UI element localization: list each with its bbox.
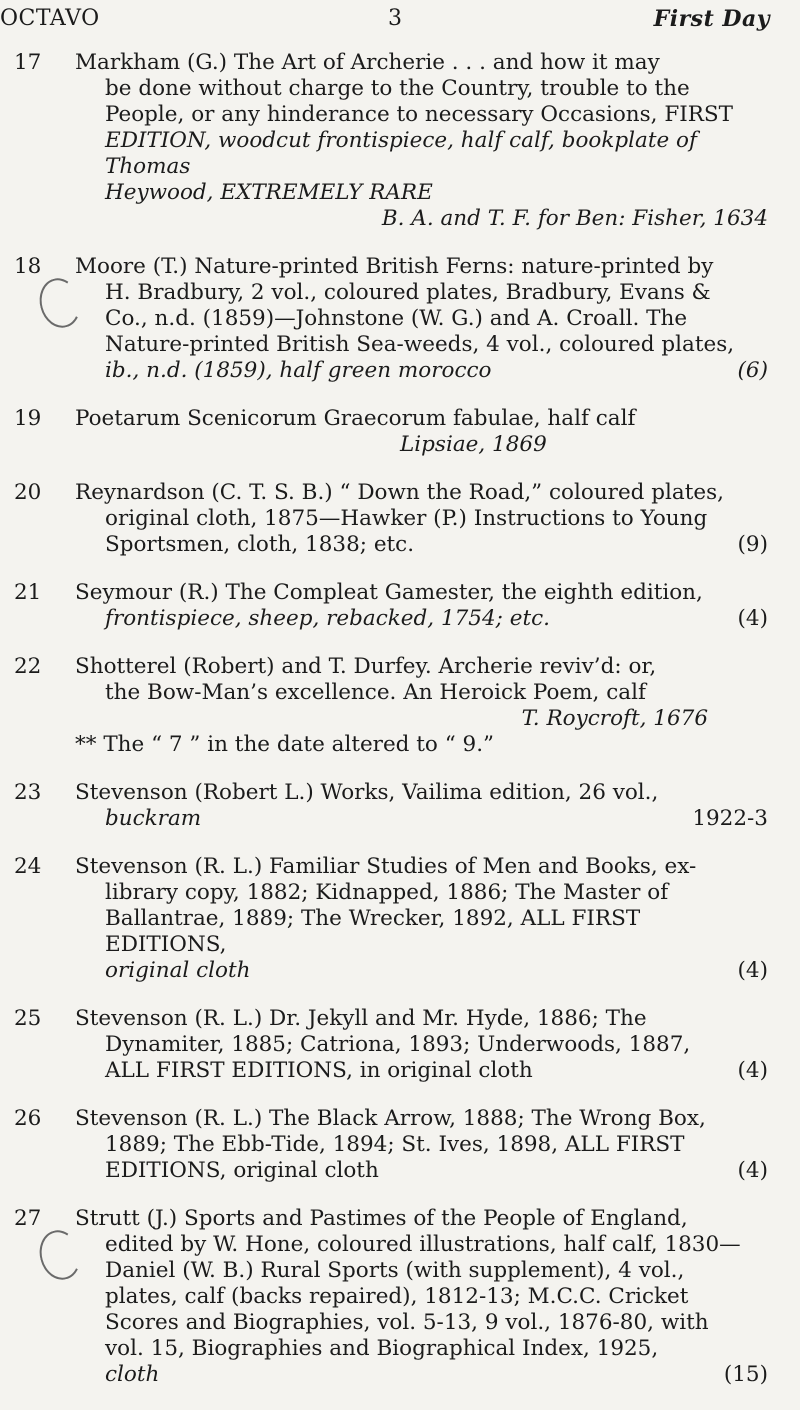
lot-line: Strutt (J.) Sports and Pastimes of the People of England, — [75, 1206, 688, 1231]
lot-line: EDITIONS, original cloth — [105, 1158, 379, 1183]
lot-price: (4) — [737, 1058, 768, 1083]
lot-description — [75, 780, 768, 832]
lot-number: 24 — [14, 854, 42, 879]
lot-line: plates, calf (backs repaired), 1812-13; M.C.C. Cricket — [105, 1284, 689, 1309]
lot-line: Heywood, EXTREMELY RARE — [105, 180, 433, 205]
lot-line: Ballantrae, 1889; The Wrecker, 1892, ALL FIRST EDITIONS, — [105, 906, 641, 957]
lot-date: 1922-3 — [692, 806, 768, 831]
lot-number: 23 — [14, 780, 42, 805]
lot-line: Scores and Biographies, vol. 5-13, 9 vol., 1876-80, with — [105, 1310, 709, 1335]
lot-line: library copy, 1882; Kidnapped, 1886; The Master of — [105, 880, 669, 905]
lot-description — [75, 254, 768, 384]
lot-entry — [0, 50, 800, 232]
lot-price: (4) — [737, 606, 768, 631]
lot-list — [0, 50, 800, 1410]
lot-price: (4) — [737, 958, 768, 983]
lot-description — [75, 1106, 768, 1184]
lot-entry — [0, 1106, 800, 1184]
lot-entry — [0, 254, 800, 384]
lot-line: Stevenson (Robert L.) Works, Vailima edition, 26 vol., — [75, 780, 659, 805]
lot-description — [75, 50, 768, 232]
lot-line: 1889; The Ebb-Tide, 1894; St. Ives, 1898, ALL FIRST — [105, 1132, 685, 1157]
lot-line: cloth — [105, 1362, 160, 1387]
lot-line: vol. 15, Biographies and Biographical Index, 1925, — [105, 1336, 659, 1361]
lot-number: 22 — [14, 654, 42, 679]
lot-line: Markham (G.) The Art of Archerie . . . and how it may — [75, 50, 660, 75]
lot-line: the Bow-Man’s excellence. An Heroick Poem, calf — [105, 680, 646, 705]
lot-price: (15) — [723, 1362, 768, 1387]
lot-number: 25 — [14, 1006, 42, 1031]
lot-imprint: Lipsiae, 1869 — [400, 432, 547, 457]
lot-line: Stevenson (R. L.) The Black Arrow, 1888; The Wrong Box, — [75, 1106, 706, 1131]
lot-line: Poetarum Scenicorum Graecorum fabulae, half calf — [75, 406, 636, 431]
lot-line: Moore (T.) Nature-printed British Ferns: nature-printed by — [75, 254, 714, 279]
lot-line: EDITION, woodcut frontispiece, half calf, bookplate of Thomas — [105, 128, 697, 179]
sale-day: First Day — [653, 6, 770, 32]
lot-imprint: T. Roycroft, 1676 — [521, 706, 708, 731]
lot-price: (6) — [737, 358, 768, 383]
lot-description — [75, 1206, 768, 1388]
lot-line: frontispiece, sheep, rebacked, 1754; etc. — [105, 606, 550, 631]
lot-number: 17 — [14, 50, 42, 75]
lot-line: ib., n.d. (1859), half green morocco — [105, 358, 492, 383]
lot-note: ** The “ 7 ” in the date altered to “ 9.” — [75, 732, 495, 757]
lot-entry — [0, 854, 800, 984]
lot-line: Stevenson (R. L.) Familiar Studies of Men and Books, ex- — [75, 854, 697, 879]
lot-line: Nature-printed British Sea-weeds, 4 vol., coloured plates, — [105, 332, 735, 357]
lot-line: edited by W. Hone, coloured illustrations, half calf, 1830— — [105, 1232, 741, 1257]
lot-description — [75, 406, 768, 458]
lot-number: 27 — [14, 1206, 42, 1231]
lot-line: Co., n.d. (1859)—Johnstone (W. G.) and A. Croall. The — [105, 306, 688, 331]
lot-entry — [0, 480, 800, 558]
lot-line: original cloth — [105, 958, 251, 983]
lot-price: (9) — [737, 532, 768, 557]
lot-description — [75, 1006, 768, 1084]
lot-line: original cloth, 1875—Hawker (P.) Instructions to Young — [105, 506, 708, 531]
lot-line: Stevenson (R. L.) Dr. Jekyll and Mr. Hyde, 1886; The — [75, 1006, 647, 1031]
lot-line: Sportsmen, cloth, 1838; etc. — [105, 532, 415, 557]
lot-number: 18 — [14, 254, 42, 279]
lot-entry — [0, 1206, 800, 1388]
lot-entry — [0, 1006, 800, 1084]
lot-line: ALL FIRST EDITIONS, in original cloth — [105, 1058, 533, 1083]
lot-line: H. Bradbury, 2 vol., coloured plates, Bradbury, Evans & — [105, 280, 711, 305]
lot-line: buckram — [105, 806, 202, 831]
lot-entry — [0, 654, 800, 758]
lot-line: Daniel (W. B.) Rural Sports (with supplement), 4 vol., — [105, 1258, 685, 1283]
lot-price: (4) — [737, 1158, 768, 1183]
page-header — [0, 6, 800, 36]
lot-description — [75, 580, 768, 632]
format-label: OCTAVO — [0, 6, 100, 31]
lot-entry — [0, 780, 800, 832]
lot-entry — [0, 406, 800, 458]
lot-description — [75, 480, 768, 558]
lot-description — [75, 654, 768, 758]
lot-number: 26 — [14, 1106, 42, 1131]
page-number: 3 — [388, 6, 403, 31]
lot-line: be done without charge to the Country, trouble to the — [105, 76, 690, 101]
lot-line: Shotterel (Robert) and T. Durfey. Archerie reviv’d: or, — [75, 654, 657, 679]
lot-line: People, or any hinderance to necessary Occasions, FIRST — [105, 102, 733, 127]
lot-number: 21 — [14, 580, 42, 605]
lot-line: Reynardson (C. T. S. B.) “ Down the Road,” coloured plates, — [75, 480, 724, 505]
lot-entry — [0, 580, 800, 632]
lot-imprint: B. A. and T. F. for Ben: Fisher, 1634 — [381, 206, 768, 231]
lot-line: Seymour (R.) The Compleat Gamester, the eighth edition, — [75, 580, 703, 605]
lot-number: 19 — [14, 406, 42, 431]
lot-number: 20 — [14, 480, 42, 505]
lot-line: Dynamiter, 1885; Catriona, 1893; Underwoods, 1887, — [105, 1032, 691, 1057]
lot-description — [75, 854, 768, 984]
